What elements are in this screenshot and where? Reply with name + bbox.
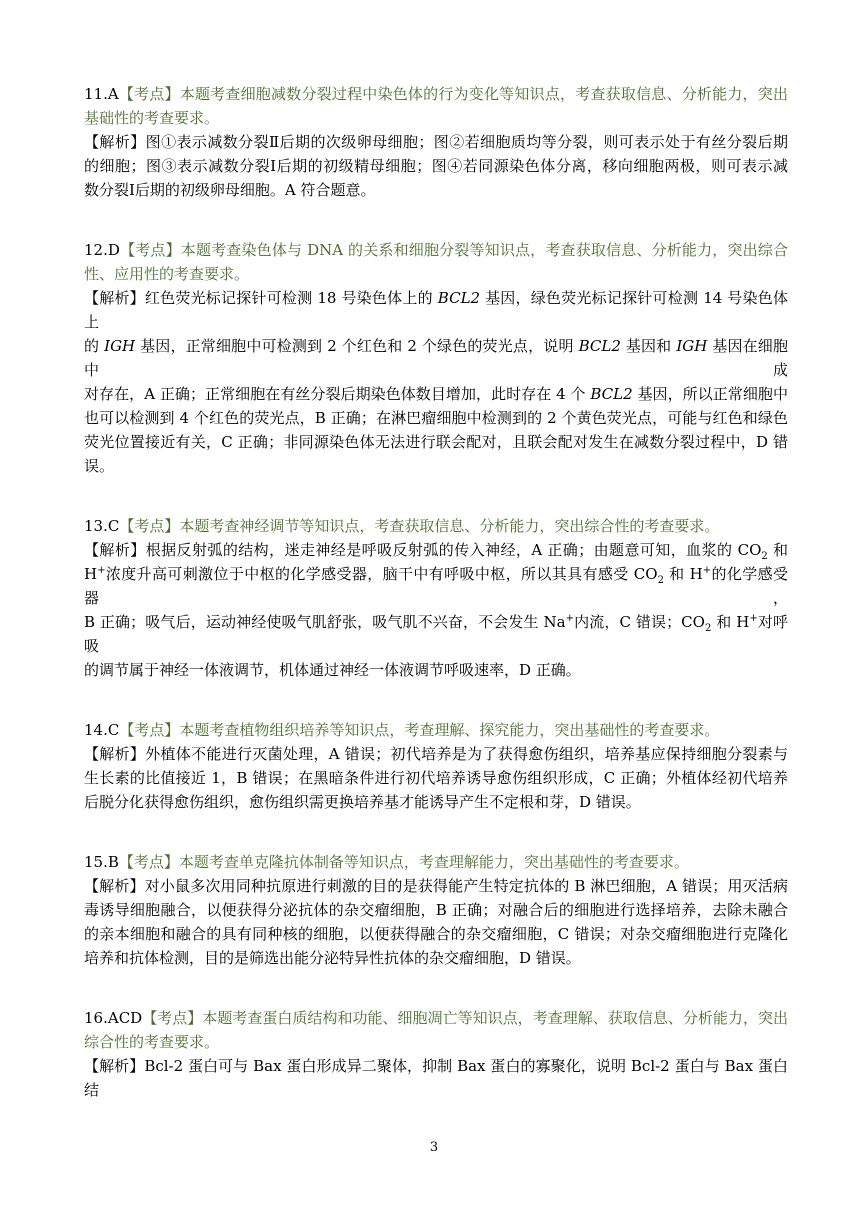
jiexi-tag: 【解析】 (84, 877, 145, 895)
answer-key: 11.A (84, 85, 119, 103)
answer-key: 16.ACD (84, 1009, 143, 1027)
jiexi-tag: 【解析】 (84, 133, 146, 151)
kaodian-text: 性、应用性的考查要求。 (84, 265, 250, 283)
gene-name: BCL2 (590, 385, 633, 403)
superscript: + (702, 565, 712, 576)
jiexi-text: Bcl-2 蛋白可与 Bax 蛋白形成异二聚体，抑制 Bax 蛋白的寡聚化，说明 Bcl-2 蛋白与 Bax 蛋白结 (84, 1057, 788, 1099)
kaodian-tag: 【考点】 (118, 853, 179, 871)
kaodian-text: 综合性的考查要求。 (84, 1033, 220, 1051)
jiexi-text: 毒诱导细胞融合，以便获得分泌抗体的杂交瘤细胞，B 正确；对融合后的细胞进行选择培养，去除未融合 (84, 901, 788, 919)
subscript: 2 (761, 551, 768, 562)
superscript: + (749, 613, 758, 624)
jiexi-text: 后脱分化获得愈伤组织，愈伤组织需更换培养基才能诱导产生不定根和芽，D 错误。 (84, 793, 641, 811)
jiexi-text: 基因，正常细胞中可检测到 2 个红色和 2 个绿色的荧光点，说明 (135, 337, 579, 355)
jiexi-text: 根据反射弧的结构，迷走神经是呼吸反射弧的传入神经，A 正确；由题意可知，血浆的 CO (145, 541, 762, 559)
jiexi-text: 的细胞；图③表示减数分裂Ⅰ后期的初级精母细胞；图④若同源染色体分离，移向细胞两极，则可表示减 (84, 157, 788, 175)
answer-item-16 (84, 1006, 788, 1102)
jiexi-tag: 【解析】 (84, 289, 145, 307)
jiexi-text: 的调节属于神经一体液调节，机体通过神经一体液调节呼吸速率，D 正确。 (84, 661, 581, 679)
jiexi-text: 的亲本细胞和融合的具有同种核的细胞，以便获得融合的杂交瘤细胞，C 错误；对杂交瘤细胞进行克隆化 (84, 925, 788, 943)
answer-item-11 (84, 82, 788, 202)
page-number: 3 (429, 1140, 439, 1155)
jiexi-text: 荧光位置接近有关，C 正确；非同源染色体无法进行联会配对，且联会配对发生在减数分裂过程中，D 错 (84, 433, 788, 451)
jiexi-text: 生长素的比值接近 1，B 错误；在黑暗条件进行初代培养诱导愈伤组织形成，C 正确；外植体经初代培养 (84, 769, 788, 787)
jiexi-text: 图①表示减数分裂Ⅱ后期的次级卵母细胞；图②若细胞质均等分裂，则可表示处于有丝分裂后期 (145, 133, 788, 151)
kaodian-text: 本题考查蛋白质结构和功能、细胞凋亡等知识点，考查理解、获取信息、分析能力，突出 (202, 1009, 788, 1027)
subscript: 2 (657, 575, 664, 586)
jiexi-text: 的 (84, 337, 105, 355)
kaodian-text: 本题考查细胞减数分裂过程中染色体的行为变化等知识点，考查获取信息、分析能力，突出 (179, 85, 788, 103)
jiexi-text: 对存在，A 正确；正常细胞在有丝分裂后期染色体数目增加，此时存在 4 个 (84, 385, 591, 403)
answer-key: 14.C (84, 721, 120, 739)
gene-name: IGH (104, 337, 136, 355)
jiexi-text: 基因，绿色荧光标记探针可检测 14 号染色体上 (84, 289, 788, 331)
jiexi-text: 对小鼠多次用同种抗原进行刺激的目的是获得能产生特定抗体的 B 淋巴细胞，A 错误；用灭活病 (144, 877, 788, 895)
answer-key: 13.C (84, 517, 120, 535)
jiexi-text: 基因和 (620, 337, 677, 355)
jiexi-text: 基因在细胞中成 (84, 337, 788, 379)
jiexi-text: 基因，所以正常细胞中 (632, 385, 788, 403)
jiexi-tag: 【解析】 (84, 541, 146, 559)
kaodian-text: 本题考查单克隆抗体制备等知识点，考查理解能力，突出基础性的考查要求。 (178, 853, 689, 871)
kaodian-tag: 【考点】 (142, 1009, 203, 1027)
answer-item-13 (84, 514, 788, 682)
kaodian-tag: 【考点】 (119, 721, 180, 739)
jiexi-text: 外植体不能进行灭菌处理，A 错误；初代培养是为了获得愈伤组织，培养基应保持细胞分裂素与 (145, 745, 788, 763)
jiexi-text: 内流，C 错误；CO (574, 613, 705, 631)
jiexi-text: 的化学感受器， (84, 565, 788, 607)
kaodian-tag: 【考点】 (119, 517, 180, 535)
kaodian-text: 本题考查植物组织培养等知识点，考查理解、探究能力，突出基础性的考查要求。 (179, 721, 720, 739)
jiexi-tag: 【解析】 (84, 1057, 145, 1075)
gene-name: BCL2 (578, 337, 621, 355)
kaodian-text: 本题考查神经调节等知识点，考查获取信息、分析能力，突出综合性的考查要求。 (179, 517, 720, 535)
jiexi-text: 对呼吸 (84, 613, 788, 655)
jiexi-text: 也可以检测到 4 个红色的荧光点，B 正确；在淋巴瘤细胞中检测到的 2 个黄色荧光点，可能与红色和绿色 (84, 409, 788, 427)
jiexi-text: H (84, 565, 98, 583)
jiexi-text: 红色荧光标记探针可检测 18 号染色体上的 (144, 289, 438, 307)
jiexi-tag: 【解析】 (84, 745, 146, 763)
jiexi-text: 浓度升高可刺激位于中枢的化学感受器，脑干中有呼吸中枢，所以其具有感受 CO (105, 565, 658, 583)
jiexi-text: B 正确；吸气后，运动神经使吸气肌舒张，吸气肌不兴奋，不会发生 Na (84, 613, 566, 631)
answer-key: 15.B (84, 853, 119, 871)
superscript: + (97, 565, 106, 576)
jiexi-text: 和 H (711, 613, 750, 631)
kaodian-tag: 【考点】 (119, 241, 181, 259)
jiexi-text: 数分裂Ⅰ后期的初级卵母细胞。A 符合题意。 (84, 181, 376, 199)
kaodian-text: 本题考查染色体与 DNA 的关系和细胞分裂等知识点，考查获取信息、分析能力，突出综合 (180, 241, 788, 259)
jiexi-text: 和 H (663, 565, 703, 583)
jiexi-text: 培养和抗体检测，目的是筛选出能分泌特异性抗体的杂交瘤细胞，D 错误。 (84, 949, 581, 967)
subscript: 2 (704, 623, 712, 634)
kaodian-tag: 【考点】 (118, 85, 180, 103)
kaodian-text: 基础性的考查要求。 (84, 109, 220, 127)
jiexi-text: 误。 (84, 457, 115, 475)
gene-name: BCL2 (437, 289, 481, 307)
superscript: + (565, 613, 575, 624)
answer-item-15 (84, 850, 788, 970)
jiexi-text: 和 (767, 541, 788, 559)
answer-key: 12.D (84, 241, 120, 259)
gene-name: IGH (676, 337, 708, 355)
answer-item-14 (84, 718, 788, 814)
answer-item-12 (84, 238, 788, 478)
